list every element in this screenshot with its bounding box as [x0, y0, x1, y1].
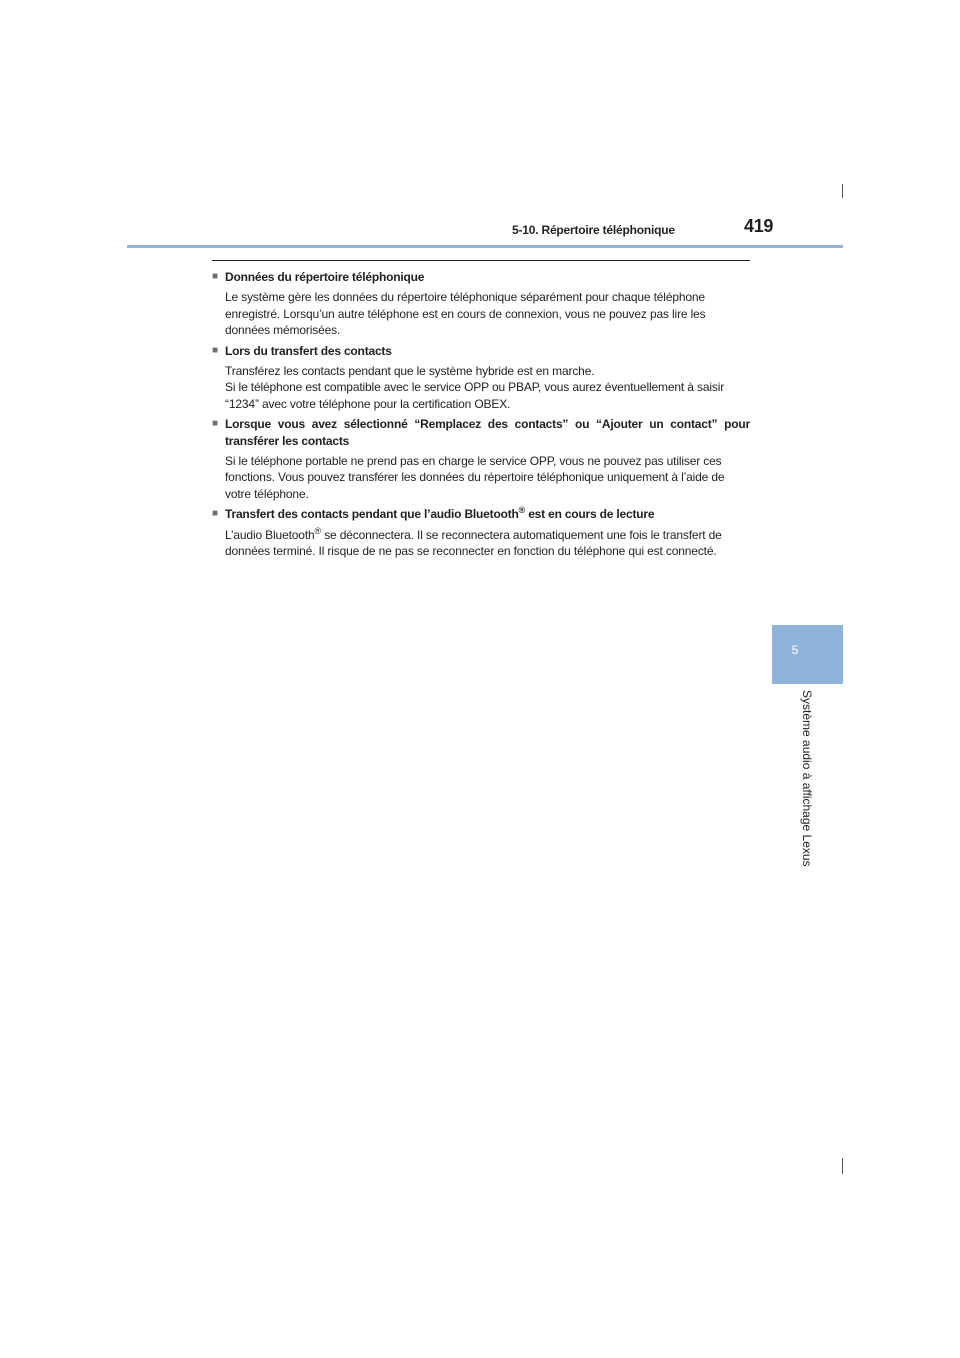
- crop-mark-bottom: [842, 1158, 843, 1174]
- chapter-title: Système audio à affichage Lexus: [800, 690, 814, 867]
- item-body: [212, 527, 750, 560]
- content: [212, 269, 750, 564]
- square-bullet-icon: ■: [212, 344, 218, 356]
- item-paragraph: Le système gère les données du répertoire téléphonique séparément pour chaque téléphone enregistré. Lorsqu’un autre téléphone est en cours de connexion, vous ne pouvez pas lire les données mémorisées.: [225, 290, 706, 338]
- item-paragraph: Si le téléphone portable ne prend pas en charge le service OPP, vous ne pouvez pas utiliser ces fonctions. Vous pouvez transférer les données du répertoire téléphonique uniquement à l’aide de votre téléphone.: [225, 454, 725, 501]
- item-transfer-during-bluetooth: [212, 506, 750, 559]
- item-title: ■ Données du répertoire téléphonique: [212, 270, 425, 284]
- item-paragraph: L’audio Bluetooth® se déconnectera. Il se reconnectera automatiquement une fois le transfert de données terminé. Il risque de ne pas se reconnecter en fonction du téléphone qui est connecté.: [225, 525, 722, 559]
- content-rule: [212, 260, 750, 261]
- header-rule: [127, 245, 843, 248]
- item-phonebook-data: [212, 269, 750, 339]
- item-title: ■ Transfert des contacts pendant que l’audio Bluetooth® est en cours de lecture: [212, 505, 655, 522]
- item-paragraph: Transférez les contacts pendant que le système hybride est en marche.: [225, 364, 595, 379]
- page-header: [0, 214, 960, 244]
- item-paragraph: Si le téléphone est compatible avec le service OPP ou PBAP, vous aurez éventuellement à saisir “1234” avec votre téléphone pour la certification OBEX.: [225, 380, 725, 411]
- item-body: [212, 363, 750, 412]
- crop-mark-top: [842, 184, 843, 198]
- item-title: ■ Lors du transfert des contacts: [212, 343, 392, 358]
- item-replace-add-contacts: [212, 416, 750, 502]
- chapter-number: 5: [791, 643, 799, 657]
- item-body: [212, 289, 750, 338]
- square-bullet-icon: ■: [212, 508, 218, 520]
- square-bullet-icon: ■: [212, 271, 218, 282]
- item-body: [212, 453, 750, 502]
- square-bullet-icon: ■: [212, 418, 218, 430]
- item-title: ■ Lorsque vous avez sélectionné “Remplacez des contacts” ou “Ajouter un contact” pour transférer les contacts: [212, 417, 750, 448]
- chapter-tab: [772, 625, 843, 684]
- item-transfer-contacts: [212, 343, 750, 413]
- section-title: 5-10. Répertoire téléphonique: [512, 223, 675, 237]
- page-number: 419: [744, 216, 774, 236]
